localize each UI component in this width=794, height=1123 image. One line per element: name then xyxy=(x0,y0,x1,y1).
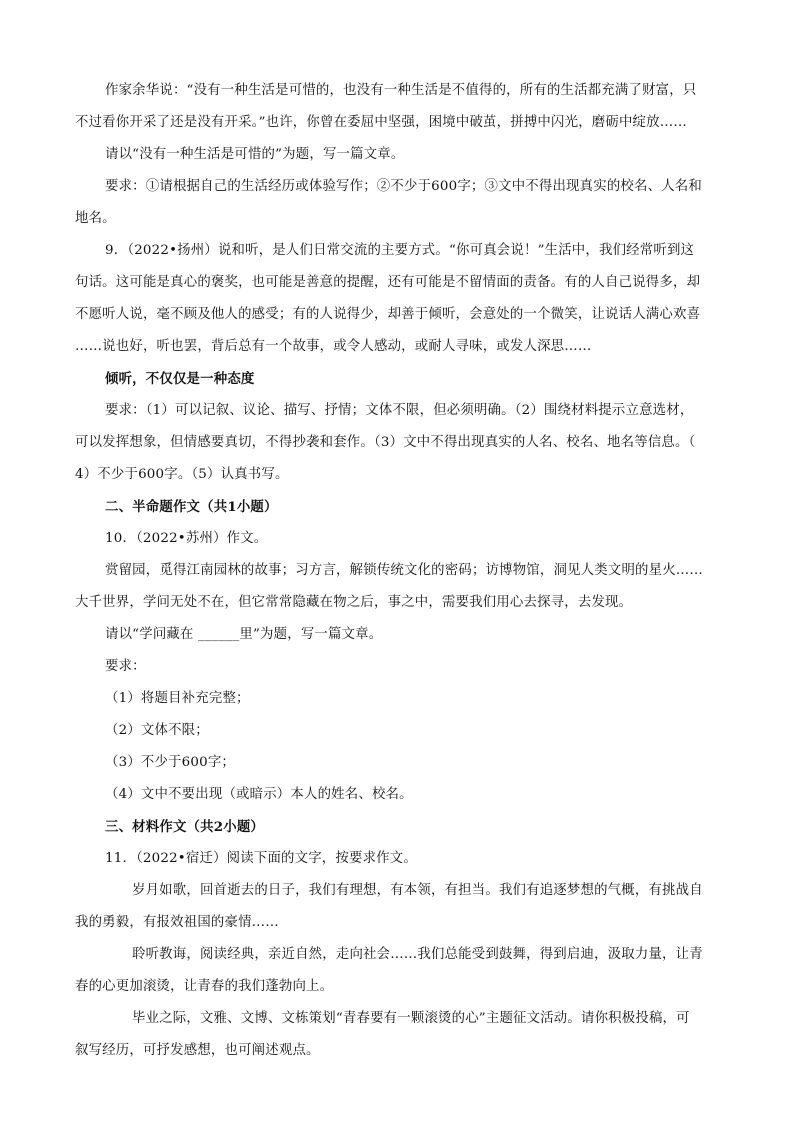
paragraph-line: 毕业之际，文雅、文博、文栋策划“青春要有一颗滚烫的心”主题征文活动。请你积极投稿，可 xyxy=(132,1011,690,1026)
paragraph-line: 春的心更加滚烫，让青春的我们蓬勃向上。 xyxy=(75,979,334,994)
requirement-item: （3）不少于600字； xyxy=(105,755,236,770)
paragraph-line: 句话。这可能是真心的褒奖，也可能是善意的提醒，还有可能是不留情面的责备。有的人自己说得多，却 xyxy=(75,275,701,290)
paragraph-line: 聆听教诲，阅读经典，亲近自然，走向社会……我们总能受到鼓舞，得到启迪，汲取力量，让青 xyxy=(132,947,703,962)
paragraph-line: ……说也好，听也罢，背后总有一个故事，或令人感动，或耐人寻味，或发人深思…… xyxy=(75,339,592,354)
section-heading: 二、半命题作文（共1小题） xyxy=(105,499,278,515)
requirement-item: （1）将题目补充完整； xyxy=(105,691,250,706)
paragraph-line: 叙写经历，可抒发感想，也可阐述观点。 xyxy=(75,1043,320,1058)
essay-title: 倾听，不仅仅是一种态度 xyxy=(105,371,255,387)
paragraph-line: 地名。 xyxy=(75,211,116,226)
paragraph-line: 作家余华说：“没有一种生活是可惜的，也没有一种生活是不值得的，所有的生活都充满了财富，只 xyxy=(105,83,697,98)
section-heading: 三、材料作文（共2小题） xyxy=(105,819,265,835)
paragraph-line: 赏留园，觅得江南园林的故事；习方言，解锁传统文化的密码；访博物馆，洞见人类文明的星火…… xyxy=(105,563,703,578)
question-9-line: 9．（2022•扬州）说和听，是人们日常交流的主要方式。“你可真会说！”生活中，我们经常听到这 xyxy=(105,243,695,258)
paragraph-line: 请以“没有一种生活是可惜的”为题，写一篇文章。 xyxy=(105,147,405,162)
paragraph-line: 不愿听人说，毫不顾及他人的感受；有的人说得少，却善于倾听，会意处的一个微笑，让说话人满心欢喜 xyxy=(75,307,701,322)
requirement-item: （4）文中不要出现（或暗示）本人的姓名、校名。 xyxy=(105,787,413,802)
paragraph-line: 大千世界，学问无处不在，但它常常隐藏在物之后，事之中，需要我们用心去探寻，去发现。 xyxy=(75,595,633,610)
paragraph-line: 要求： xyxy=(105,659,146,674)
question-11-line: 11．（2022•宿迁）阅读下面的文字，按要求作文。 xyxy=(105,851,417,866)
paragraph-line: 要求：（1）可以记叙、议论、描写、抒情；文体不限，但必须明确。（2）围绕材料提示立意选材， xyxy=(105,403,694,418)
question-10-line: 10．（2022•苏州）作文。 xyxy=(105,531,268,546)
paragraph-line: 要求：①请根据自己的生活经历或体验写作；②不少于600字；③文中不得出现真实的校名、人名和 xyxy=(105,179,702,194)
paragraph-line: 岁月如歌，回首逝去的日子，我们有理想，有本领，有担当。我们有追逐梦想的气概，有挑战自 xyxy=(132,883,703,898)
paragraph-line: 可以发挥想象，但情感要真切，不得抄袭和套作。（3）文中不得出现真实的人名、校名、地名等信息。（ xyxy=(75,435,696,450)
paragraph-line: 不过看你开采了还是没有开采。”也许，你曾在委屈中坚强，困境中破茧，拼搏中闪光，磨砺中绽放…… xyxy=(75,115,687,130)
requirement-item: （2）文体不限； xyxy=(105,723,209,738)
paragraph-line: 4）不少于600字。（5）认真书写。 xyxy=(75,467,289,482)
paragraph-line: 我的勇毅，有报效祖国的豪情…… xyxy=(75,915,279,930)
paragraph-line: 请以“学问藏在 ______里”为题，写一篇文章。 xyxy=(105,627,383,642)
